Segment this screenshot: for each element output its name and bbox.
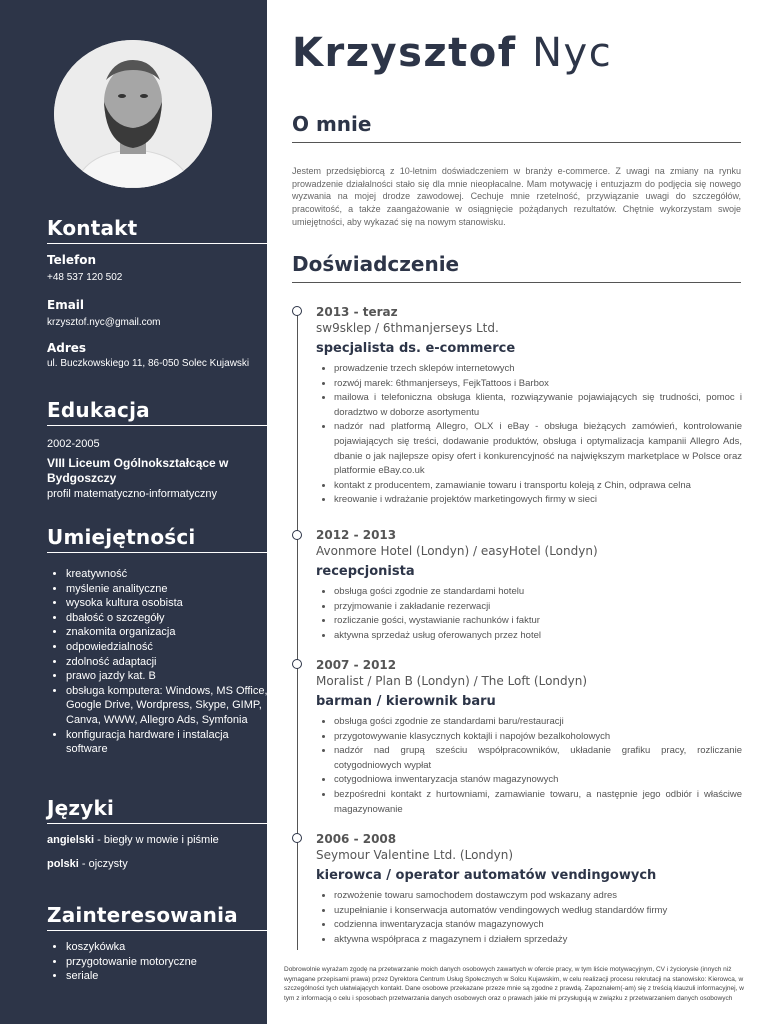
job-company: Moralist / Plan B (Londyn) / The Loft (Londyn) bbox=[316, 674, 588, 688]
language-name: polski bbox=[47, 858, 79, 870]
sidebar bbox=[0, 0, 267, 1024]
list-item: • rozliczanie gości, wystawianie rachunków i faktur bbox=[334, 614, 742, 629]
job-duties bbox=[316, 889, 742, 947]
last-name: Nyc bbox=[532, 30, 613, 76]
job-duties bbox=[316, 362, 742, 508]
list-item: • obsługa gości zgodnie ze standardami baru/restauracji bbox=[334, 715, 742, 730]
about-text: Jestem przedsiębiorcą z 10-letnim doświadczeniem w branży e-commerce. Z uwagi na zmiany na rynku prowadzenie działalności stało się dla mnie nieopłacalne. Mam motywację i entuzjazm do podjęcia się nowego wyzwania na mojej drodze zawodowej. Cechuje mnie rzetelność, przywiązanie uwagi do szczegółów, pracowitość, a także zaangażowanie w osiągnięcie pożądanych rezultatów. Chętnie wykorzystam swoje umiejętności, aby wykazać się na nowym stanowisku. bbox=[292, 166, 741, 227]
list-item: • przygotowanie motoryczne bbox=[66, 955, 271, 970]
list-item: • prowadzenie trzech sklepów internetowych bbox=[334, 362, 742, 377]
list-item: • bezpośredni kontakt z hurtowniami, zamawianie towaru, a następnie jego odbiór i właściwe magazynowanie bbox=[334, 788, 742, 817]
list-item: • przygotowywanie klasycznych koktajli i napojów bezalkoholowych bbox=[334, 730, 742, 745]
list-item: • kreowanie i wdrażanie projektów marketingowych firmy w sieci bbox=[334, 493, 742, 508]
timeline-dot bbox=[292, 659, 302, 669]
job-years: 2012 - 2013 bbox=[316, 528, 397, 542]
first-name: Krzysztof bbox=[292, 30, 517, 76]
job-entry bbox=[316, 657, 742, 817]
address-label: Adres bbox=[47, 341, 87, 355]
language-level: - biegły w mowie i piśmie bbox=[94, 834, 219, 846]
job-entry bbox=[316, 527, 742, 643]
profile-photo bbox=[54, 40, 212, 188]
job-entry bbox=[316, 304, 742, 508]
list-item: • kreatywność bbox=[66, 567, 271, 582]
job-role: recepcjonista bbox=[316, 564, 415, 579]
list-item: • rozwożenie towaru samochodem dostawczym pod wskazany adres bbox=[334, 889, 742, 904]
job-years: 2007 - 2012 bbox=[316, 658, 397, 672]
education-years: 2002-2005 bbox=[47, 438, 100, 450]
gdpr-consent-text: Dobrowolnie wyrażam zgodę na przetwarzanie moich danych osobowych zawartych w ofercie pracy, w tym liście motywacyjnym, CV i życiorysie (innych niż wymagane przepisami prawa) przez Dyrektora Centrum Usług Społecznych w Solcu Kujawskim, w celu realizacji procesu rekrutacji na stanowisko: Kierowca, w szczególności tych ułatwiających kontakt. Dane osobowe przekazane przeze mnie są zgodne z prawdą. Zapoznałem(-am) się z treścią klauzuli informacyjnej, w tym z informacją o celu i sposobach przetwarzania danych osobowych oraz o prawach jakie mi przysługują w związku z przetwarzaniem danych osobowych bbox=[284, 966, 744, 1002]
list-item: • prawo jazdy kat. B bbox=[66, 669, 271, 684]
list-item: • seriale bbox=[66, 969, 271, 984]
skills-list bbox=[47, 567, 271, 757]
portrait-image bbox=[54, 40, 212, 188]
skills-heading: Umiejętności bbox=[47, 525, 267, 553]
job-duties bbox=[316, 585, 742, 643]
job-company: Seymour Valentine Ltd. (Londyn) bbox=[316, 848, 514, 862]
email-label: Email bbox=[47, 298, 85, 312]
job-duties bbox=[316, 715, 742, 817]
list-item: • konfiguracja hardware i instalacja software bbox=[66, 728, 271, 757]
about-heading: O mnie bbox=[292, 112, 741, 143]
education-heading: Edukacja bbox=[47, 398, 267, 426]
list-item: • dbałość o szczegóły bbox=[66, 611, 271, 626]
languages-heading: Języki bbox=[47, 796, 267, 824]
language-level: - ojczysty bbox=[78, 858, 128, 870]
interests-list bbox=[47, 940, 271, 984]
interests-heading: Zainteresowania bbox=[47, 903, 267, 931]
person-name bbox=[292, 30, 612, 76]
list-item: • nadzór nad platformą Allegro, OLX i eBay - obsługa bieżących zamówień, kontrolowanie pojawiających się treści, dodawanie produktów, obsługa i optymalizacja kampanii Allegro Ads, dbanie o jak najlepsze opisy ofert i konkurencyjność na największym marketplace w Polsce oraz platformie eBay.co.uk bbox=[334, 420, 742, 478]
phone-value: +48 537 120 502 bbox=[47, 272, 123, 283]
timeline-dot bbox=[292, 306, 302, 316]
list-item: • obsługa gości zgodnie ze standardami hotelu bbox=[334, 585, 742, 600]
language-item bbox=[47, 834, 219, 846]
list-item: • zdolność adaptacji bbox=[66, 655, 271, 670]
job-entry bbox=[316, 831, 742, 947]
list-item: • rozwój marek: 6thmanjerseys, FejkTattoos i Barbox bbox=[334, 377, 742, 392]
email-value: krzysztof.nyc@gmail.com bbox=[47, 317, 161, 328]
list-item: • cotygodniowa inwentaryzacja stanów magazynowych bbox=[334, 773, 742, 788]
timeline-dot bbox=[292, 530, 302, 540]
list-item: • aktywna sprzedaż usług oferowanych przez hotel bbox=[334, 629, 742, 644]
address-value: ul. Buczkowskiego 11, 86-050 Solec Kujawski bbox=[47, 358, 250, 369]
list-item: • myślenie analityczne bbox=[66, 582, 271, 597]
phone-label: Telefon bbox=[47, 253, 96, 267]
list-item: • znakomita organizacja bbox=[66, 625, 271, 640]
list-item: • nadzór nad grupą sześciu współpracowników, układanie grafiku pracy, rozliczanie cotygodniowych wypłat bbox=[334, 744, 742, 773]
timeline-line bbox=[297, 311, 298, 950]
experience-heading: Doświadczenie bbox=[292, 252, 741, 283]
language-item bbox=[47, 858, 128, 870]
education-school: VIII Liceum Ogólnokształcące w Bydgoszczy bbox=[47, 456, 229, 485]
job-company: sw9sklep / 6thmanjerseys Ltd. bbox=[316, 321, 499, 335]
list-item: • kontakt z producentem, zamawianie towaru i transportu koleją z Chin, odprawa celna bbox=[334, 479, 742, 494]
list-item: • mailowa i telefoniczna obsługa klienta, rozwiązywanie pojawiających się trudności, pomoc i doradztwo w doborze asortymentu bbox=[334, 391, 742, 420]
contact-heading: Kontakt bbox=[47, 216, 267, 244]
job-company: Avonmore Hotel (Londyn) / easyHotel (Londyn) bbox=[316, 544, 598, 558]
education-profile: profil matematyczno-informatyczny bbox=[47, 488, 217, 500]
job-years: 2006 - 2008 bbox=[316, 832, 397, 846]
language-name: angielski bbox=[47, 834, 95, 846]
job-years: 2013 - teraz bbox=[316, 305, 398, 319]
timeline-dot bbox=[292, 833, 302, 843]
job-role: specjalista ds. e-commerce bbox=[316, 341, 516, 356]
list-item: • koszykówka bbox=[66, 940, 271, 955]
list-item: • aktywna współpraca z magazynem i działem sprzedaży bbox=[334, 933, 742, 948]
list-item: • wysoka kultura osobista bbox=[66, 596, 271, 611]
list-item: • odpowiedzialność bbox=[66, 640, 271, 655]
job-role: barman / kierownik baru bbox=[316, 694, 496, 709]
job-role: kierowca / operator automatów vendingowych bbox=[316, 868, 657, 883]
list-item: • przyjmowanie i zakładanie rezerwacji bbox=[334, 600, 742, 615]
list-item: • uzupełnianie i konserwacja automatów vendingowych według standardów firmy bbox=[334, 904, 742, 919]
list-item: • codzienna inwentaryzacja stanów magazynowych bbox=[334, 918, 742, 933]
list-item: • obsługa komputera: Windows, MS Office, Google Drive, Wordpress, Skype, GIMP, Canva, WWW, Allegro Ads, Symfonia bbox=[66, 684, 271, 728]
